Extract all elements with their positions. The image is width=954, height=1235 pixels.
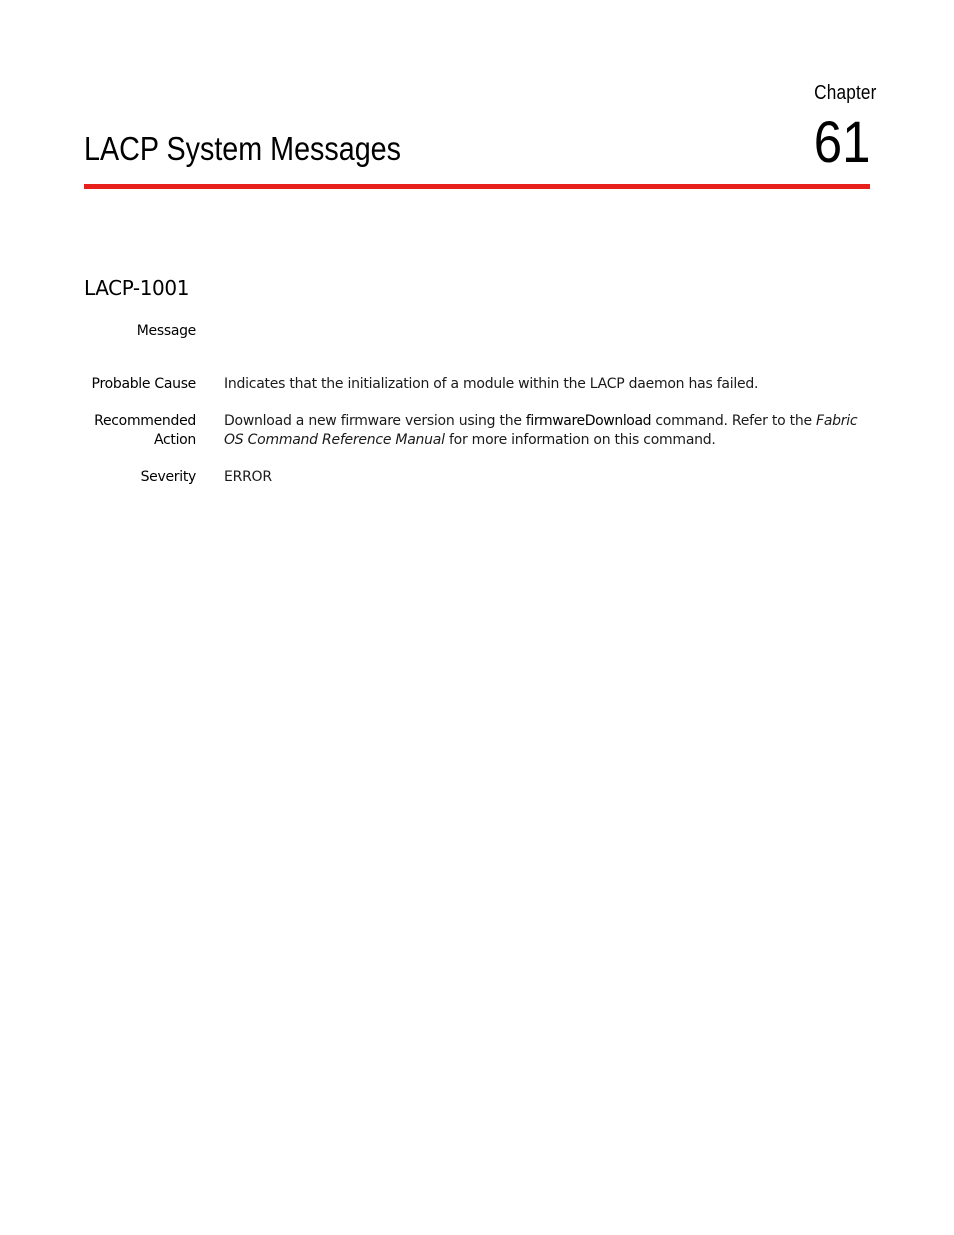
chapter-label: Chapter	[814, 82, 877, 104]
chapter-number: 61	[814, 110, 871, 175]
severity-label: Severity	[140, 469, 196, 485]
recommended-action-value	[224, 412, 874, 450]
recommended-action-label-line2: Action	[153, 432, 196, 448]
chapter-title: LACP System Messages	[84, 130, 402, 167]
probable-cause-value: Indicates that the initialization of a module within the LACP daemon has failed.	[224, 376, 759, 392]
title-divider	[84, 184, 870, 189]
recommended-action-label	[36, 412, 196, 450]
section-heading: LACP-1001	[84, 276, 190, 300]
message-label: Message	[136, 323, 196, 339]
recommended-action-text: for more information on this command.	[444, 432, 716, 448]
probable-cause-label: Probable Cause	[91, 376, 196, 392]
recommended-action-text: Download a new firmware version using the	[224, 413, 526, 429]
manual-title: Fabric OS Command Reference Manual	[224, 413, 858, 448]
recommended-action-text: command. Refer to the	[651, 413, 817, 429]
severity-value: ERROR	[224, 469, 272, 485]
command-name: firmwareDownload	[525, 413, 652, 429]
recommended-action-label-line1: Recommended	[94, 413, 196, 429]
